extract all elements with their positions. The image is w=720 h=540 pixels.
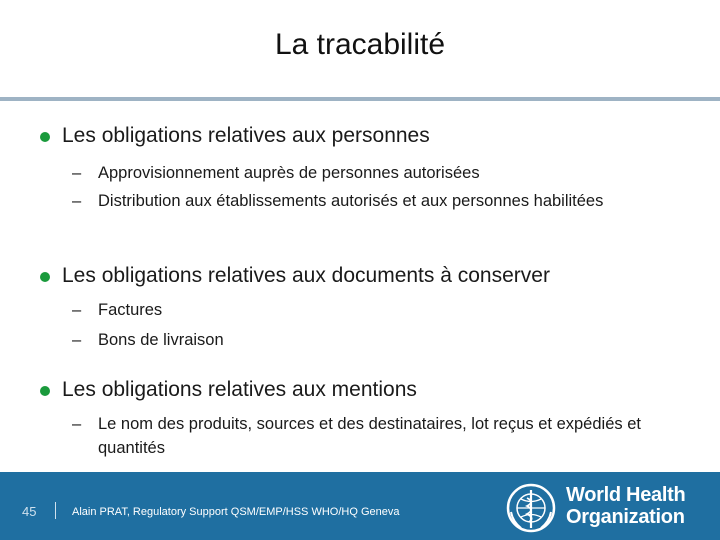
- bullet-label: Les obligations relatives aux documents à conserver: [62, 264, 550, 287]
- who-emblem-icon: [505, 482, 557, 534]
- dash-icon: –: [72, 415, 82, 433]
- sub-item-label: Factures: [98, 301, 163, 319]
- bullet-dot-icon: [40, 132, 50, 142]
- sub-item: [72, 189, 682, 213]
- sub-item-label: Bons de livraison: [98, 331, 224, 349]
- sub-item: [72, 412, 682, 460]
- bullet-dot-icon: [40, 386, 50, 396]
- sub-item-label: Approvisionnement auprès de personnes autorisées: [98, 164, 480, 182]
- sub-item: [72, 328, 682, 352]
- footer-bar: [0, 472, 720, 540]
- dash-icon: –: [72, 192, 82, 210]
- dash-icon: –: [72, 301, 82, 319]
- title-divider: [0, 97, 720, 101]
- who-logo-text: [566, 484, 685, 528]
- dash-icon: –: [72, 331, 82, 349]
- sub-item-label: Distribution aux établissements autorisés et aux personnes habilitées: [98, 192, 604, 210]
- footer-separator: [55, 502, 56, 519]
- bullet-label: Les obligations relatives aux personnes: [62, 124, 430, 147]
- sub-item: [72, 161, 682, 185]
- logo-line-1: World Health: [566, 484, 686, 506]
- bullet-dot-icon: [40, 272, 50, 282]
- sub-item: [72, 298, 682, 322]
- logo-line-2: Organization: [566, 506, 685, 528]
- bullet-label: Les obligations relatives aux mentions: [62, 378, 417, 401]
- dash-icon: –: [72, 164, 82, 182]
- footer-credit: Alain PRAT, Regulatory Support QSM/EMP/HSS WHO/HQ Geneva: [72, 506, 400, 518]
- sub-item-label: Le nom des produits, sources et des destinataires, lot reçus et expédiés et quantités: [98, 415, 641, 457]
- page-number: 45: [22, 504, 37, 519]
- page-title: La tracabilité: [274, 28, 446, 61]
